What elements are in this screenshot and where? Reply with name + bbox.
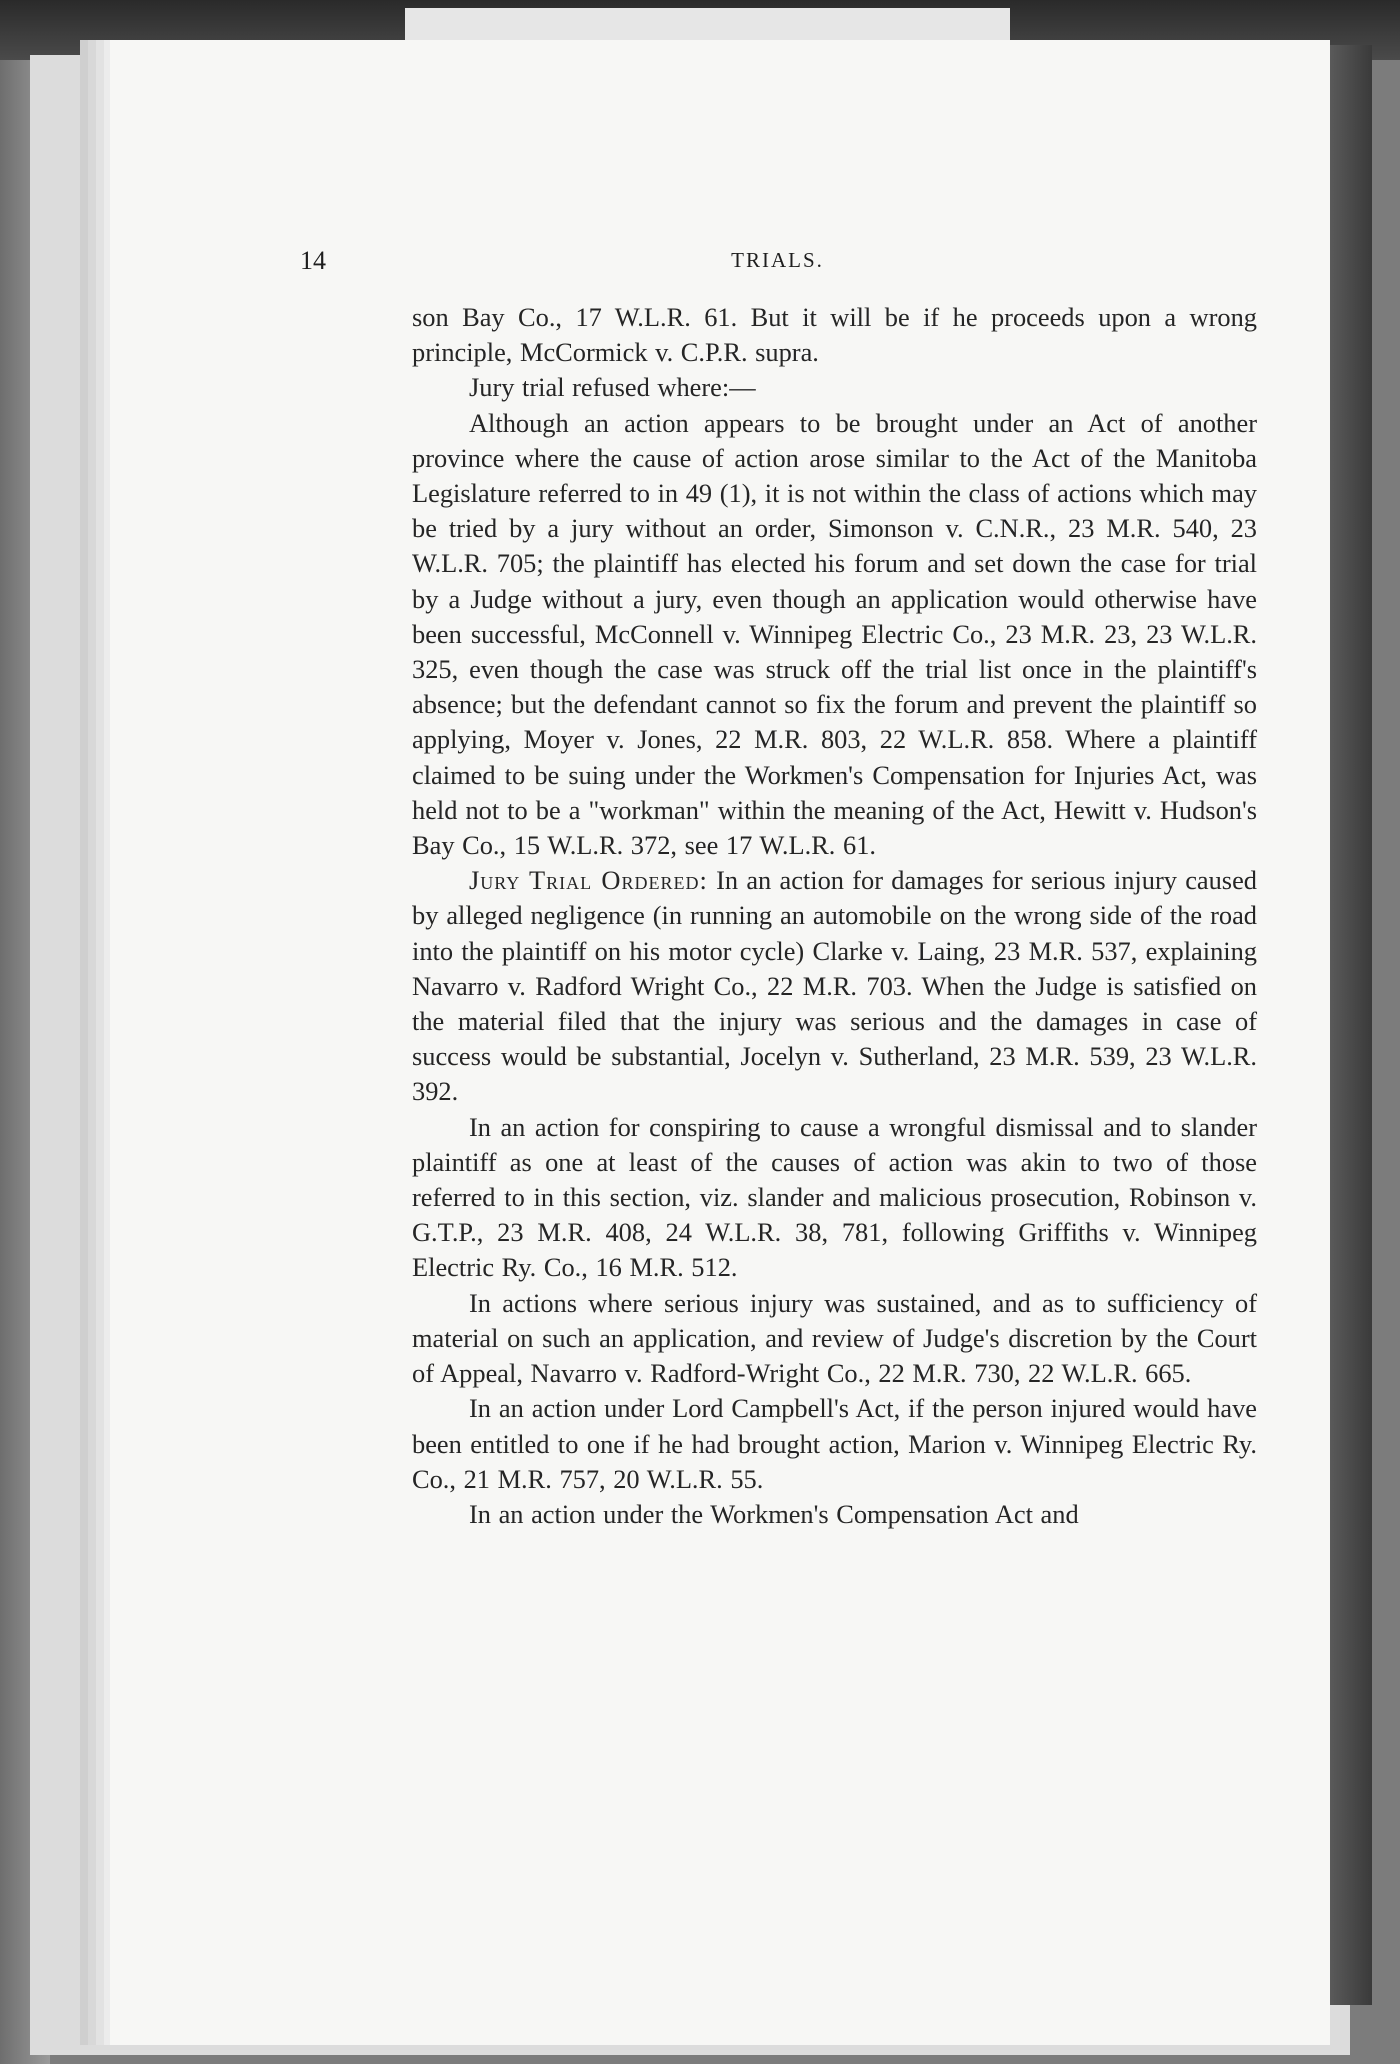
page-number: 14 — [300, 246, 326, 275]
paragraph-text: Although an action appears to be brought under an Act of another province where the cause of action arose similar to the Act of the Manitoba Legislature referred to in 49 (1), it is not within the class of actions which may be tried by a jury without an order, Simonson v. C.N.R., 23 M.R. 540, 23 W.L.R. 705; the plaintiff has elected his forum and set down the case for trial by a Judge without a jury, even though an application would otherwise have been successful, McConnell v. Winnipeg Electric Co., 23 M.R. 23, 23 W.L.R. 325, even though the case was struck off the trial list once in the plaintiff's absence; but the defendant cannot so fix the forum and prevent the plaintiff so applying, Moyer v. Jones, 22 M.R. 803, 22 W.L.R. 858. Where a plaintiff claimed to be suing under the Workmen's Compensation for Injuries Act, was held not to be a "workman" within the meaning of the Act, Hewitt v. Hudson's Bay Co., 15 W.L.R. 372, see 17 W.L.R. 61. — [412, 407, 1257, 861]
paragraph-text: In an action under Lord Campbell's Act, if the person injured would have been entitled to one if he had brought action, Marion v. Winnipeg Electric Ry. Co., 21 M.R. 757, 20 W.L.R. 55. — [412, 1393, 1257, 1494]
paragraph — [412, 1391, 1257, 1497]
section-heading: Jury Trial Ordered: — [469, 865, 708, 896]
paragraph — [412, 300, 1257, 370]
paragraph-text: son Bay Co., 17 W.L.R. 61. But it will be if he proceeds upon a wrong principle, McCormick v. C.P.R. supra. — [412, 302, 1257, 368]
paragraph-text: In an action for conspiring to cause a wrongful dismissal and to slander plaintiff as one at least of the causes of action was akin to two of those referred to in this section, viz. slander and malicious prosecution, Robinson v. G.T.P., 23 M.R. 408, 24 W.L.R. 38, 781, following Griffiths v. Winnipeg Electric Ry. Co., 16 M.R. 512. — [412, 1111, 1257, 1283]
body-text — [412, 300, 1257, 1532]
paragraph — [412, 863, 1257, 1109]
paragraph — [412, 1286, 1257, 1392]
paragraph-text: Jury trial refused where:— — [469, 372, 756, 403]
paragraph-text: In actions where serious injury was sustained, and as to sufficiency of material on such an application, and review of Judge's discretion by the Court of Appeal, Navarro v. Radford-Wright Co., 22 M.R. 730, 22 W.L.R. 665. — [412, 1287, 1257, 1389]
paragraph — [412, 406, 1257, 864]
running-title: TRIALS. — [731, 248, 824, 272]
paragraph-text: In an action under the Workmen's Compensation Act and — [469, 1498, 1079, 1529]
paragraph — [412, 370, 1257, 405]
paragraph — [412, 1497, 1257, 1532]
paragraph-text: In an action for damages for serious injury caused by alleged negligence (in running an automobile on the wrong side of the road into the plaintiff on his motor cycle) Clarke v. Laing, 23 M.R. 537, explaining Navarro v. Radford Wright Co., 22 M.R. 703. When the Judge is satisfied on the material filed that the injury was serious and the damages in case of success would be substantial, Jocelyn v. Sutherland, 23 M.R. 539, 23 W.L.R. 392. — [412, 865, 1257, 1107]
book-spine-shadow — [1330, 45, 1372, 2005]
running-head — [300, 246, 1255, 280]
paragraph — [412, 1110, 1257, 1286]
